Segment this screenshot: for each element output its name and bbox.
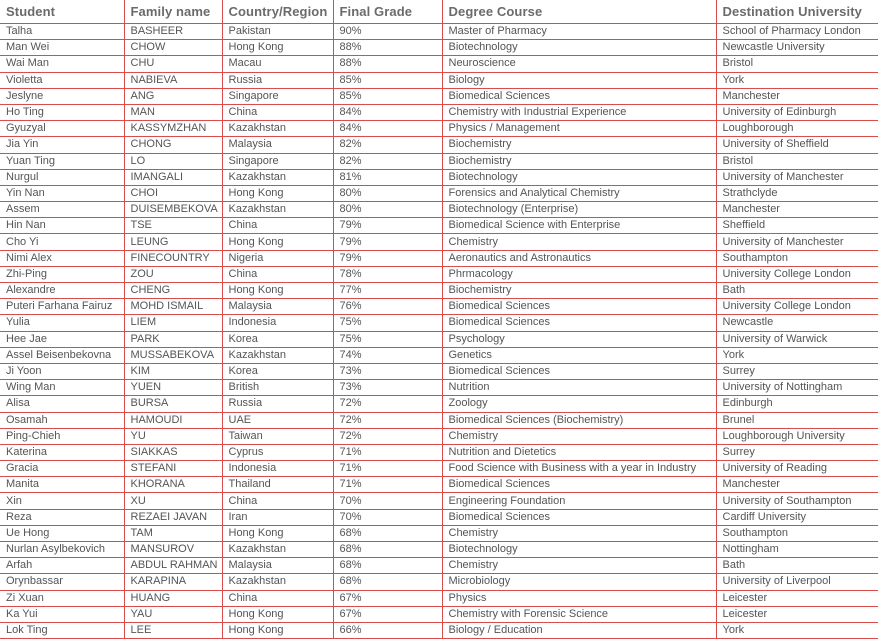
cell-country-region: Pakistan (222, 24, 333, 40)
cell-destination-university: University of Nottingham (716, 380, 878, 396)
cell-destination-university: Strathclyde (716, 185, 878, 201)
cell-final-grade: 90% (333, 24, 442, 40)
cell-degree-course: Biology (442, 72, 716, 88)
cell-final-grade: 68% (333, 542, 442, 558)
cell-country-region: Singapore (222, 88, 333, 104)
cell-country-region: Kazakhstan (222, 347, 333, 363)
cell-student: Nimi Alex (0, 250, 124, 266)
cell-student: Arfah (0, 558, 124, 574)
cell-country-region: Thailand (222, 477, 333, 493)
cell-destination-university: Edinburgh (716, 396, 878, 412)
cell-family-name: ZOU (124, 266, 222, 282)
header-country-region: Country/Region (222, 0, 333, 24)
cell-final-grade: 71% (333, 444, 442, 460)
table-row (0, 218, 878, 234)
cell-family-name: IMANGALI (124, 169, 222, 185)
cell-degree-course: Engineering Foundation (442, 493, 716, 509)
cell-country-region: China (222, 590, 333, 606)
table-row (0, 153, 878, 169)
cell-degree-course: Biomedical Sciences (442, 88, 716, 104)
cell-family-name: FINECOUNTRY (124, 250, 222, 266)
cell-destination-university: Bristol (716, 153, 878, 169)
cell-family-name: CHU (124, 56, 222, 72)
cell-degree-course: Biomedical Sciences (442, 315, 716, 331)
table-row (0, 283, 878, 299)
cell-final-grade: 85% (333, 72, 442, 88)
cell-country-region: China (222, 218, 333, 234)
cell-student: Alisa (0, 396, 124, 412)
cell-destination-university: University of Sheffield (716, 137, 878, 153)
cell-degree-course: Biochemistry (442, 153, 716, 169)
table-row (0, 477, 878, 493)
cell-destination-university: Bristol (716, 56, 878, 72)
cell-student: Ho Ting (0, 104, 124, 120)
cell-final-grade: 79% (333, 250, 442, 266)
cell-destination-university: Sheffield (716, 218, 878, 234)
cell-degree-course: Nutrition and Dietetics (442, 444, 716, 460)
cell-family-name: MUSSABEKOVA (124, 347, 222, 363)
cell-degree-course: Biochemistry (442, 283, 716, 299)
table-row (0, 444, 878, 460)
table-row (0, 104, 878, 120)
cell-student: Nurgul (0, 169, 124, 185)
cell-family-name: CHENG (124, 283, 222, 299)
cell-student: Katerina (0, 444, 124, 460)
header-student: Student (0, 0, 124, 24)
cell-student: Nurlan Asylbekovich (0, 542, 124, 558)
cell-student: Yulia (0, 315, 124, 331)
cell-country-region: Nigeria (222, 250, 333, 266)
cell-country-region: Hong Kong (222, 40, 333, 56)
cell-destination-university: York (716, 72, 878, 88)
cell-student: Ue Hong (0, 525, 124, 541)
cell-destination-university: Manchester (716, 88, 878, 104)
cell-family-name: KARAPINA (124, 574, 222, 590)
cell-final-grade: 80% (333, 185, 442, 201)
cell-destination-university: Surrey (716, 444, 878, 460)
table-row (0, 331, 878, 347)
cell-student: Puteri Farhana Fairuz (0, 299, 124, 315)
cell-final-grade: 70% (333, 509, 442, 525)
cell-student: Ka Yui (0, 606, 124, 622)
cell-final-grade: 74% (333, 347, 442, 363)
cell-family-name: XU (124, 493, 222, 509)
cell-final-grade: 88% (333, 40, 442, 56)
cell-final-grade: 81% (333, 169, 442, 185)
cell-family-name: BASHEER (124, 24, 222, 40)
cell-destination-university: University of Manchester (716, 234, 878, 250)
cell-degree-course: Physics / Management (442, 121, 716, 137)
cell-family-name: CHONG (124, 137, 222, 153)
cell-degree-course: Food Science with Business with a year in Industry (442, 461, 716, 477)
cell-family-name: KASSYMZHAN (124, 121, 222, 137)
table-row (0, 185, 878, 201)
cell-destination-university: University of Southampton (716, 493, 878, 509)
cell-degree-course: Forensics and Analytical Chemistry (442, 185, 716, 201)
table-row (0, 266, 878, 282)
cell-final-grade: 78% (333, 266, 442, 282)
cell-country-region: Hong Kong (222, 525, 333, 541)
cell-destination-university: Leicester (716, 606, 878, 622)
cell-family-name: ABDUL RAHMAN (124, 558, 222, 574)
table-row (0, 396, 878, 412)
cell-destination-university: Southampton (716, 250, 878, 266)
cell-country-region: China (222, 493, 333, 509)
cell-student: Cho Yi (0, 234, 124, 250)
table-row (0, 88, 878, 104)
cell-final-grade: 73% (333, 363, 442, 379)
cell-final-grade: 79% (333, 234, 442, 250)
cell-country-region: Russia (222, 72, 333, 88)
cell-family-name: CHOI (124, 185, 222, 201)
cell-destination-university: University College London (716, 266, 878, 282)
cell-final-grade: 72% (333, 396, 442, 412)
cell-destination-university: University of Edinburgh (716, 104, 878, 120)
cell-destination-university: Manchester (716, 477, 878, 493)
cell-student: Assem (0, 202, 124, 218)
table-row (0, 299, 878, 315)
cell-family-name: LEE (124, 622, 222, 638)
table-row (0, 558, 878, 574)
table-row (0, 461, 878, 477)
table-row (0, 24, 878, 40)
cell-country-region: Korea (222, 331, 333, 347)
table-row (0, 250, 878, 266)
cell-final-grade: 72% (333, 412, 442, 428)
cell-final-grade: 70% (333, 493, 442, 509)
table-row (0, 72, 878, 88)
cell-destination-university: Loughborough (716, 121, 878, 137)
header-degree-course: Degree Course (442, 0, 716, 24)
cell-student: Ji Yoon (0, 363, 124, 379)
cell-degree-course: Biotechnology (Enterprise) (442, 202, 716, 218)
cell-family-name: TAM (124, 525, 222, 541)
cell-destination-university: University of Reading (716, 461, 878, 477)
cell-student: Zhi-Ping (0, 266, 124, 282)
cell-final-grade: 79% (333, 218, 442, 234)
table-row (0, 40, 878, 56)
header-family-name: Family name (124, 0, 222, 24)
cell-family-name: MOHD ISMAIL (124, 299, 222, 315)
cell-student: Osamah (0, 412, 124, 428)
cell-family-name: BURSA (124, 396, 222, 412)
cell-final-grade: 68% (333, 574, 442, 590)
cell-student: Lok Ting (0, 622, 124, 638)
cell-degree-course: Chemistry (442, 558, 716, 574)
header-destination-university: Destination University (716, 0, 878, 24)
cell-final-grade: 73% (333, 380, 442, 396)
cell-country-region: Macau (222, 56, 333, 72)
cell-destination-university: Newcastle (716, 315, 878, 331)
cell-destination-university: University College London (716, 299, 878, 315)
table-row (0, 169, 878, 185)
cell-student: Wing Man (0, 380, 124, 396)
cell-destination-university: Newcastle University (716, 40, 878, 56)
table-row (0, 137, 878, 153)
cell-family-name: REZAEI JAVAN (124, 509, 222, 525)
cell-student: Zi Xuan (0, 590, 124, 606)
cell-degree-course: Nutrition (442, 380, 716, 396)
cell-country-region: UAE (222, 412, 333, 428)
cell-degree-course: Biomedical Sciences (442, 363, 716, 379)
cell-student: Xin (0, 493, 124, 509)
cell-degree-course: Chemistry with Forensic Science (442, 606, 716, 622)
cell-student: Gracia (0, 461, 124, 477)
cell-degree-course: Genetics (442, 347, 716, 363)
table-row (0, 202, 878, 218)
cell-family-name: PARK (124, 331, 222, 347)
cell-family-name: LIEM (124, 315, 222, 331)
cell-country-region: Cyprus (222, 444, 333, 460)
table-body (0, 24, 878, 639)
cell-destination-university: Manchester (716, 202, 878, 218)
cell-country-region: Indonesia (222, 461, 333, 477)
cell-country-region: Singapore (222, 153, 333, 169)
table-row (0, 412, 878, 428)
table-header (0, 0, 878, 24)
cell-family-name: YU (124, 428, 222, 444)
cell-student: Orynbassar (0, 574, 124, 590)
cell-final-grade: 68% (333, 525, 442, 541)
cell-student: Hin Nan (0, 218, 124, 234)
cell-destination-university: University of Liverpool (716, 574, 878, 590)
cell-degree-course: Chemistry (442, 428, 716, 444)
cell-country-region: Kazakhstan (222, 202, 333, 218)
table-row (0, 347, 878, 363)
cell-country-region: Russia (222, 396, 333, 412)
cell-country-region: Hong Kong (222, 283, 333, 299)
cell-destination-university: Cardiff University (716, 509, 878, 525)
table-row (0, 542, 878, 558)
table-row (0, 428, 878, 444)
cell-student: Hee Jae (0, 331, 124, 347)
cell-final-grade: 76% (333, 299, 442, 315)
cell-student: Jeslyne (0, 88, 124, 104)
cell-destination-university: Bath (716, 283, 878, 299)
cell-student: Yin Nan (0, 185, 124, 201)
cell-family-name: MANSUROV (124, 542, 222, 558)
table-row (0, 590, 878, 606)
table-row (0, 380, 878, 396)
cell-country-region: Hong Kong (222, 234, 333, 250)
cell-family-name: SIAKKAS (124, 444, 222, 460)
cell-degree-course: Physics (442, 590, 716, 606)
cell-country-region: Indonesia (222, 315, 333, 331)
cell-degree-course: Zoology (442, 396, 716, 412)
cell-final-grade: 77% (333, 283, 442, 299)
cell-degree-course: Biology / Education (442, 622, 716, 638)
cell-family-name: MAN (124, 104, 222, 120)
cell-degree-course: Biotechnology (442, 40, 716, 56)
cell-final-grade: 66% (333, 622, 442, 638)
cell-degree-course: Microbiology (442, 574, 716, 590)
cell-country-region: Kazakhstan (222, 121, 333, 137)
cell-degree-course: Aeronautics and Astronautics (442, 250, 716, 266)
cell-degree-course: Master of Pharmacy (442, 24, 716, 40)
cell-country-region: British (222, 380, 333, 396)
table-row (0, 606, 878, 622)
cell-degree-course: Chemistry (442, 234, 716, 250)
cell-family-name: HUANG (124, 590, 222, 606)
cell-final-grade: 67% (333, 606, 442, 622)
cell-destination-university: Brunel (716, 412, 878, 428)
cell-student: Assel Beisenbekovna (0, 347, 124, 363)
cell-degree-course: Chemistry (442, 525, 716, 541)
cell-final-grade: 84% (333, 121, 442, 137)
cell-family-name: NABIEVA (124, 72, 222, 88)
cell-student: Talha (0, 24, 124, 40)
cell-country-region: Hong Kong (222, 606, 333, 622)
cell-degree-course: Psychology (442, 331, 716, 347)
cell-destination-university: York (716, 347, 878, 363)
cell-destination-university: School of Pharmacy London (716, 24, 878, 40)
cell-country-region: Hong Kong (222, 622, 333, 638)
cell-degree-course: Biotechnology (442, 542, 716, 558)
cell-final-grade: 71% (333, 477, 442, 493)
cell-family-name: YAU (124, 606, 222, 622)
cell-final-grade: 75% (333, 331, 442, 347)
cell-destination-university: Bath (716, 558, 878, 574)
table-row (0, 622, 878, 638)
table-row (0, 315, 878, 331)
cell-final-grade: 75% (333, 315, 442, 331)
cell-degree-course: Biomedical Sciences (Biochemistry) (442, 412, 716, 428)
cell-degree-course: Neuroscience (442, 56, 716, 72)
table-row (0, 363, 878, 379)
header-row (0, 0, 878, 24)
cell-final-grade: 82% (333, 153, 442, 169)
cell-student: Yuan Ting (0, 153, 124, 169)
cell-family-name: KIM (124, 363, 222, 379)
cell-country-region: Kazakhstan (222, 169, 333, 185)
cell-family-name: HAMOUDI (124, 412, 222, 428)
cell-degree-course: Biomedical Science with Enterprise (442, 218, 716, 234)
table-row (0, 493, 878, 509)
cell-family-name: LEUNG (124, 234, 222, 250)
cell-final-grade: 67% (333, 590, 442, 606)
cell-country-region: Hong Kong (222, 185, 333, 201)
cell-family-name: KHORANA (124, 477, 222, 493)
cell-degree-course: Biomedical Sciences (442, 477, 716, 493)
cell-family-name: DUISEMBEKOVA (124, 202, 222, 218)
cell-final-grade: 84% (333, 104, 442, 120)
cell-country-region: Kazakhstan (222, 574, 333, 590)
cell-country-region: China (222, 104, 333, 120)
cell-student: Alexandre (0, 283, 124, 299)
cell-family-name: TSE (124, 218, 222, 234)
cell-degree-course: Phrmacology (442, 266, 716, 282)
cell-final-grade: 68% (333, 558, 442, 574)
cell-final-grade: 88% (333, 56, 442, 72)
cell-degree-course: Biomedical Sciences (442, 509, 716, 525)
cell-family-name: LO (124, 153, 222, 169)
cell-country-region: Iran (222, 509, 333, 525)
cell-country-region: Korea (222, 363, 333, 379)
cell-family-name: STEFANI (124, 461, 222, 477)
cell-student: Manita (0, 477, 124, 493)
cell-country-region: Taiwan (222, 428, 333, 444)
cell-student: Man Wei (0, 40, 124, 56)
cell-country-region: Malaysia (222, 137, 333, 153)
cell-degree-course: Biochemistry (442, 137, 716, 153)
cell-final-grade: 71% (333, 461, 442, 477)
cell-country-region: Malaysia (222, 558, 333, 574)
cell-degree-course: Biotechnology (442, 169, 716, 185)
cell-final-grade: 80% (333, 202, 442, 218)
cell-family-name: CHOW (124, 40, 222, 56)
table-row (0, 525, 878, 541)
cell-student: Ping-Chieh (0, 428, 124, 444)
table-row (0, 56, 878, 72)
cell-destination-university: Nottingham (716, 542, 878, 558)
cell-student: Jia Yin (0, 137, 124, 153)
cell-destination-university: York (716, 622, 878, 638)
header-final-grade: Final Grade (333, 0, 442, 24)
cell-country-region: Kazakhstan (222, 542, 333, 558)
cell-student: Wai Man (0, 56, 124, 72)
cell-final-grade: 82% (333, 137, 442, 153)
cell-family-name: ANG (124, 88, 222, 104)
cell-destination-university: Surrey (716, 363, 878, 379)
table-row (0, 121, 878, 137)
cell-destination-university: Loughborough University (716, 428, 878, 444)
cell-student: Reza (0, 509, 124, 525)
cell-final-grade: 72% (333, 428, 442, 444)
cell-destination-university: University of Manchester (716, 169, 878, 185)
cell-destination-university: University of Warwick (716, 331, 878, 347)
table-row (0, 234, 878, 250)
cell-destination-university: Southampton (716, 525, 878, 541)
cell-degree-course: Chemistry with Industrial Experience (442, 104, 716, 120)
cell-country-region: China (222, 266, 333, 282)
cell-country-region: Malaysia (222, 299, 333, 315)
table-row (0, 574, 878, 590)
cell-family-name: YUEN (124, 380, 222, 396)
cell-destination-university: Leicester (716, 590, 878, 606)
table-row (0, 509, 878, 525)
cell-final-grade: 85% (333, 88, 442, 104)
cell-degree-course: Biomedical Sciences (442, 299, 716, 315)
cell-student: Violetta (0, 72, 124, 88)
cell-student: Gyuzyal (0, 121, 124, 137)
